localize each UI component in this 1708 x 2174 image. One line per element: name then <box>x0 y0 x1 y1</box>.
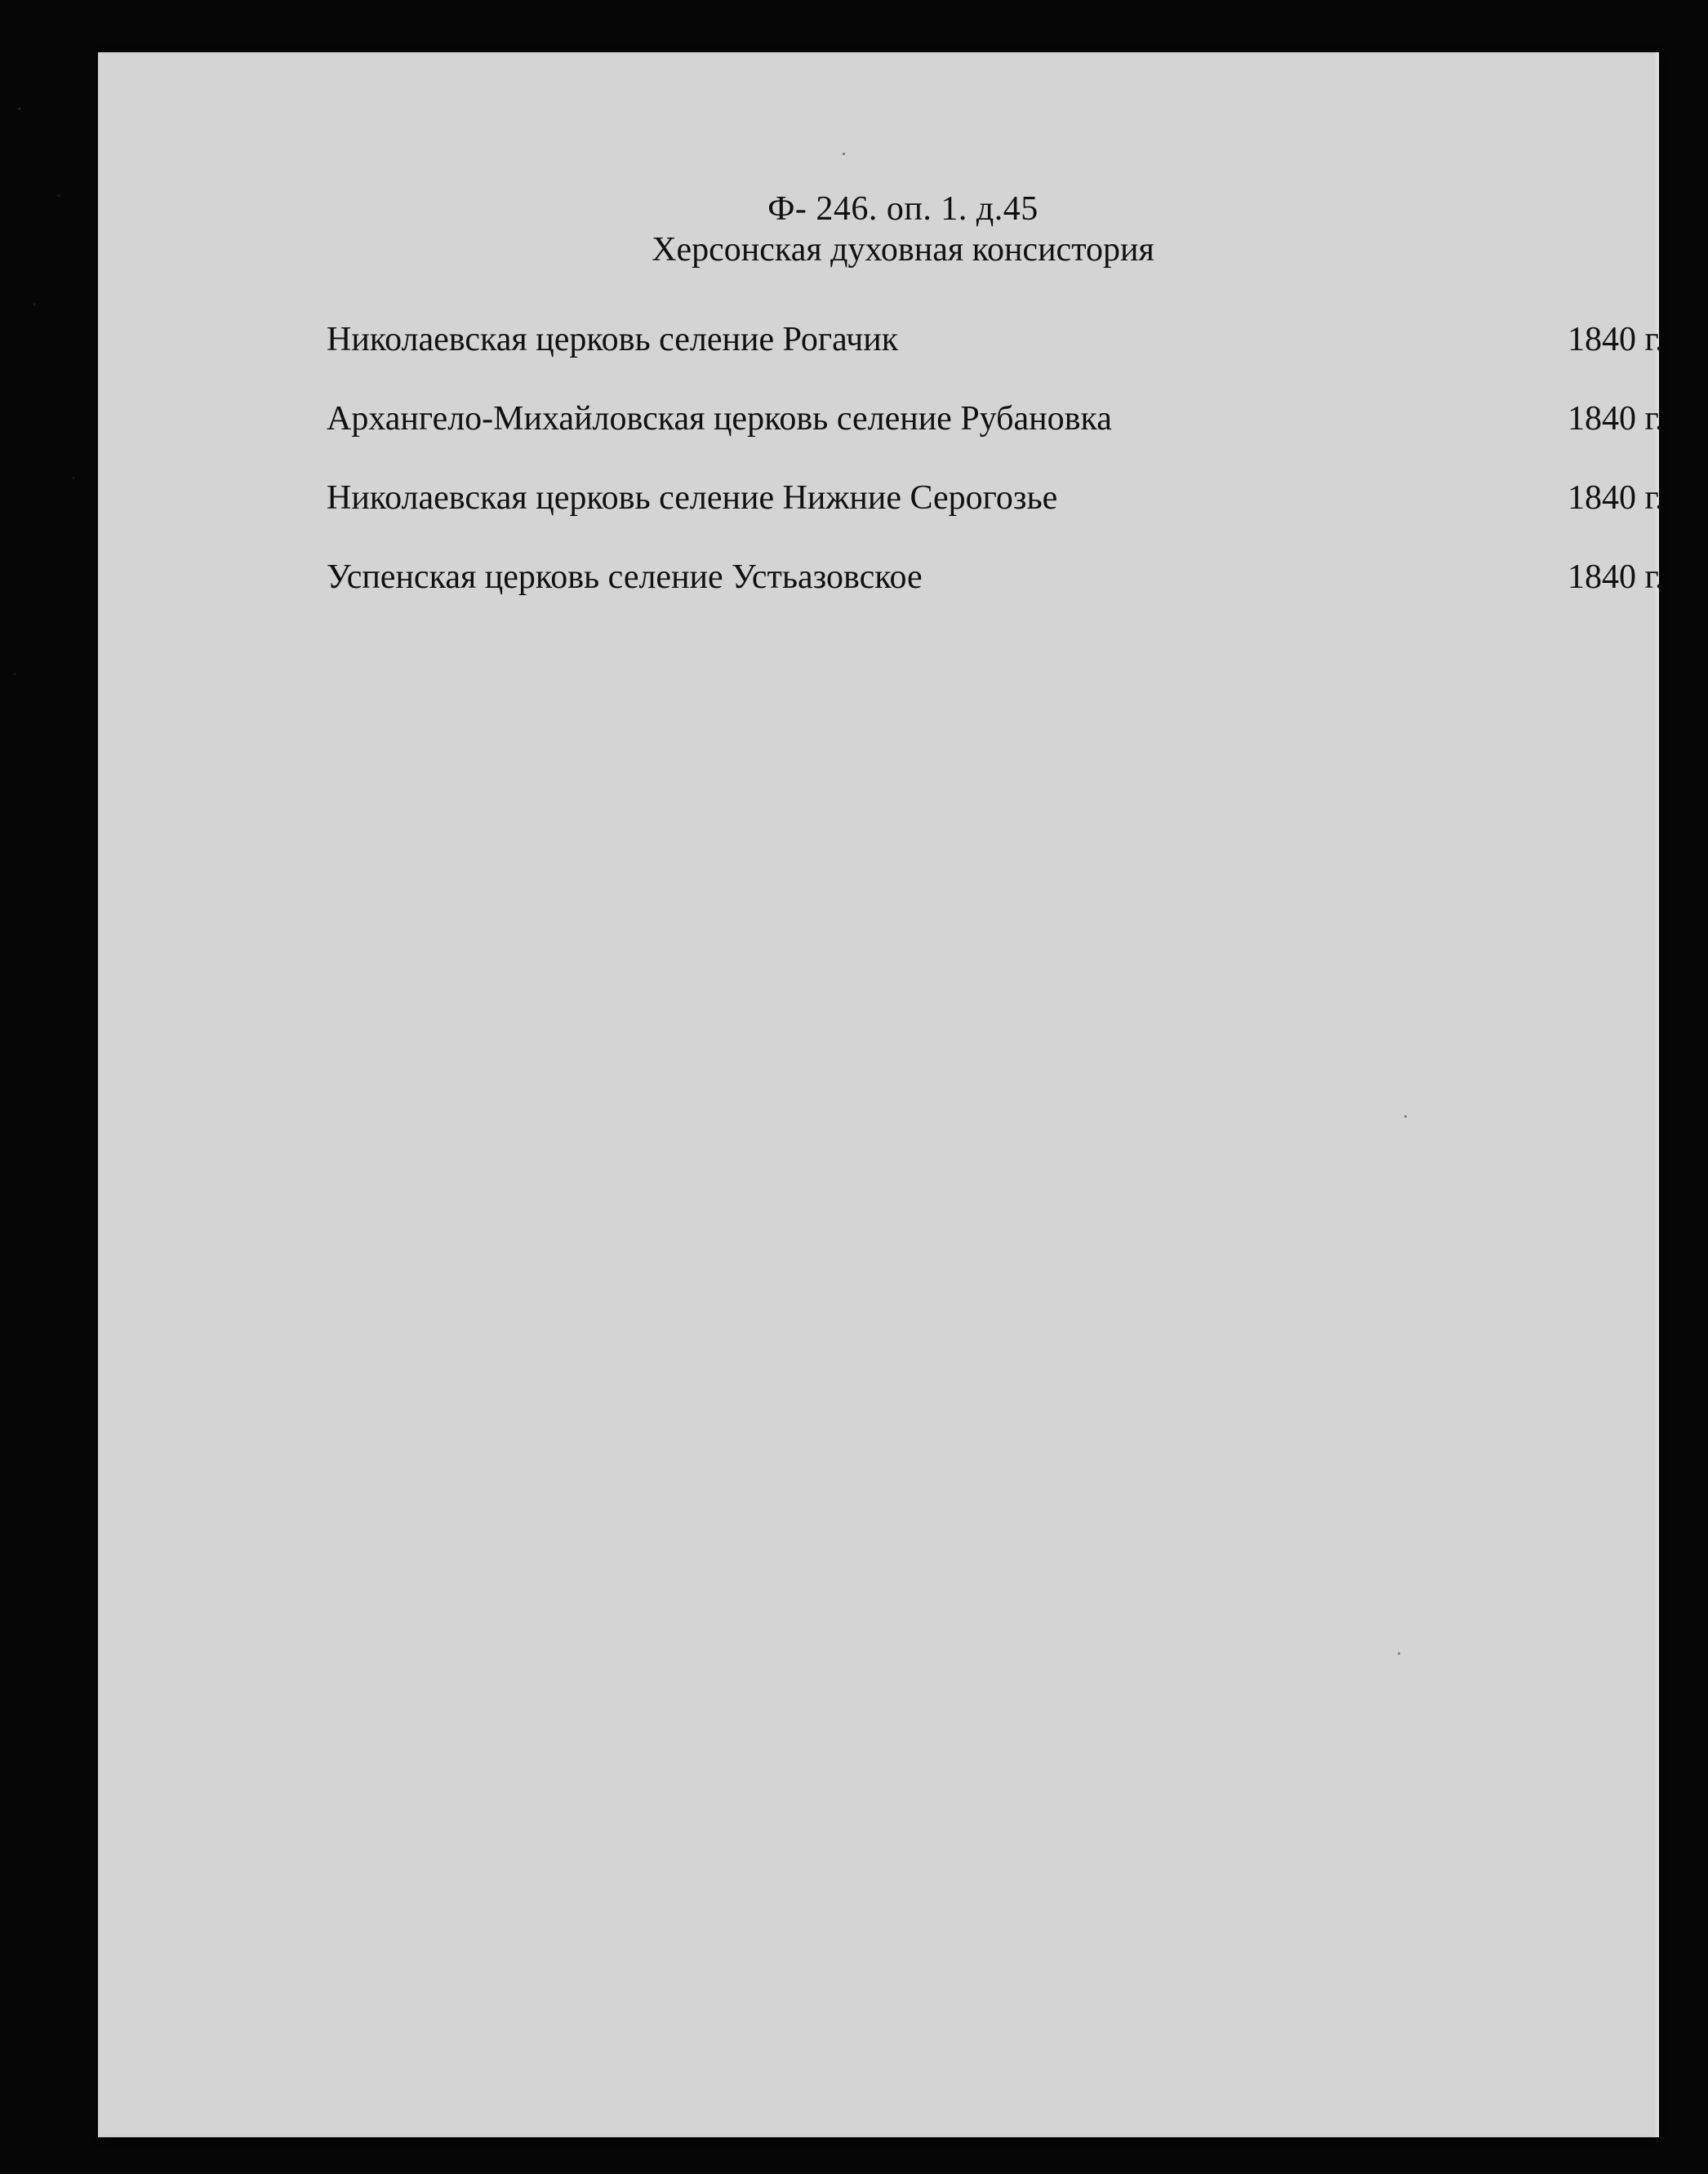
entry-name: Успенская церковь селение Устьазовское <box>327 558 923 596</box>
list-item <box>327 543 1664 622</box>
list-item <box>327 464 1664 543</box>
entry-name: Николаевская церковь селение Рогачик <box>327 321 899 358</box>
entry-list <box>327 305 1664 622</box>
entry-year: 1840 г. <box>1568 400 1664 438</box>
list-item <box>327 385 1664 464</box>
sheet-edge <box>1654 52 1659 2137</box>
dust-speck <box>1398 1652 1400 1655</box>
entry-year: 1840 г. <box>1568 321 1664 358</box>
institution-title: Херсонская духовная консистория <box>652 231 1154 269</box>
fund-reference: Ф- 246. оп. 1. д.45 <box>767 190 1039 228</box>
dust-speck <box>1404 1115 1407 1118</box>
list-item <box>327 305 1664 385</box>
dust-speck <box>843 153 845 155</box>
scan-edge-noise <box>0 0 98 2174</box>
entry-year: 1840 г. <box>1568 479 1664 517</box>
entry-name: Архангело-Михайловская церковь селение Рубановка <box>327 400 1112 438</box>
paper-sheet <box>98 52 1664 2137</box>
entry-year: 1840 г. <box>1568 558 1664 596</box>
entry-name: Николаевская церковь селение Нижние Серогозье <box>327 479 1058 517</box>
